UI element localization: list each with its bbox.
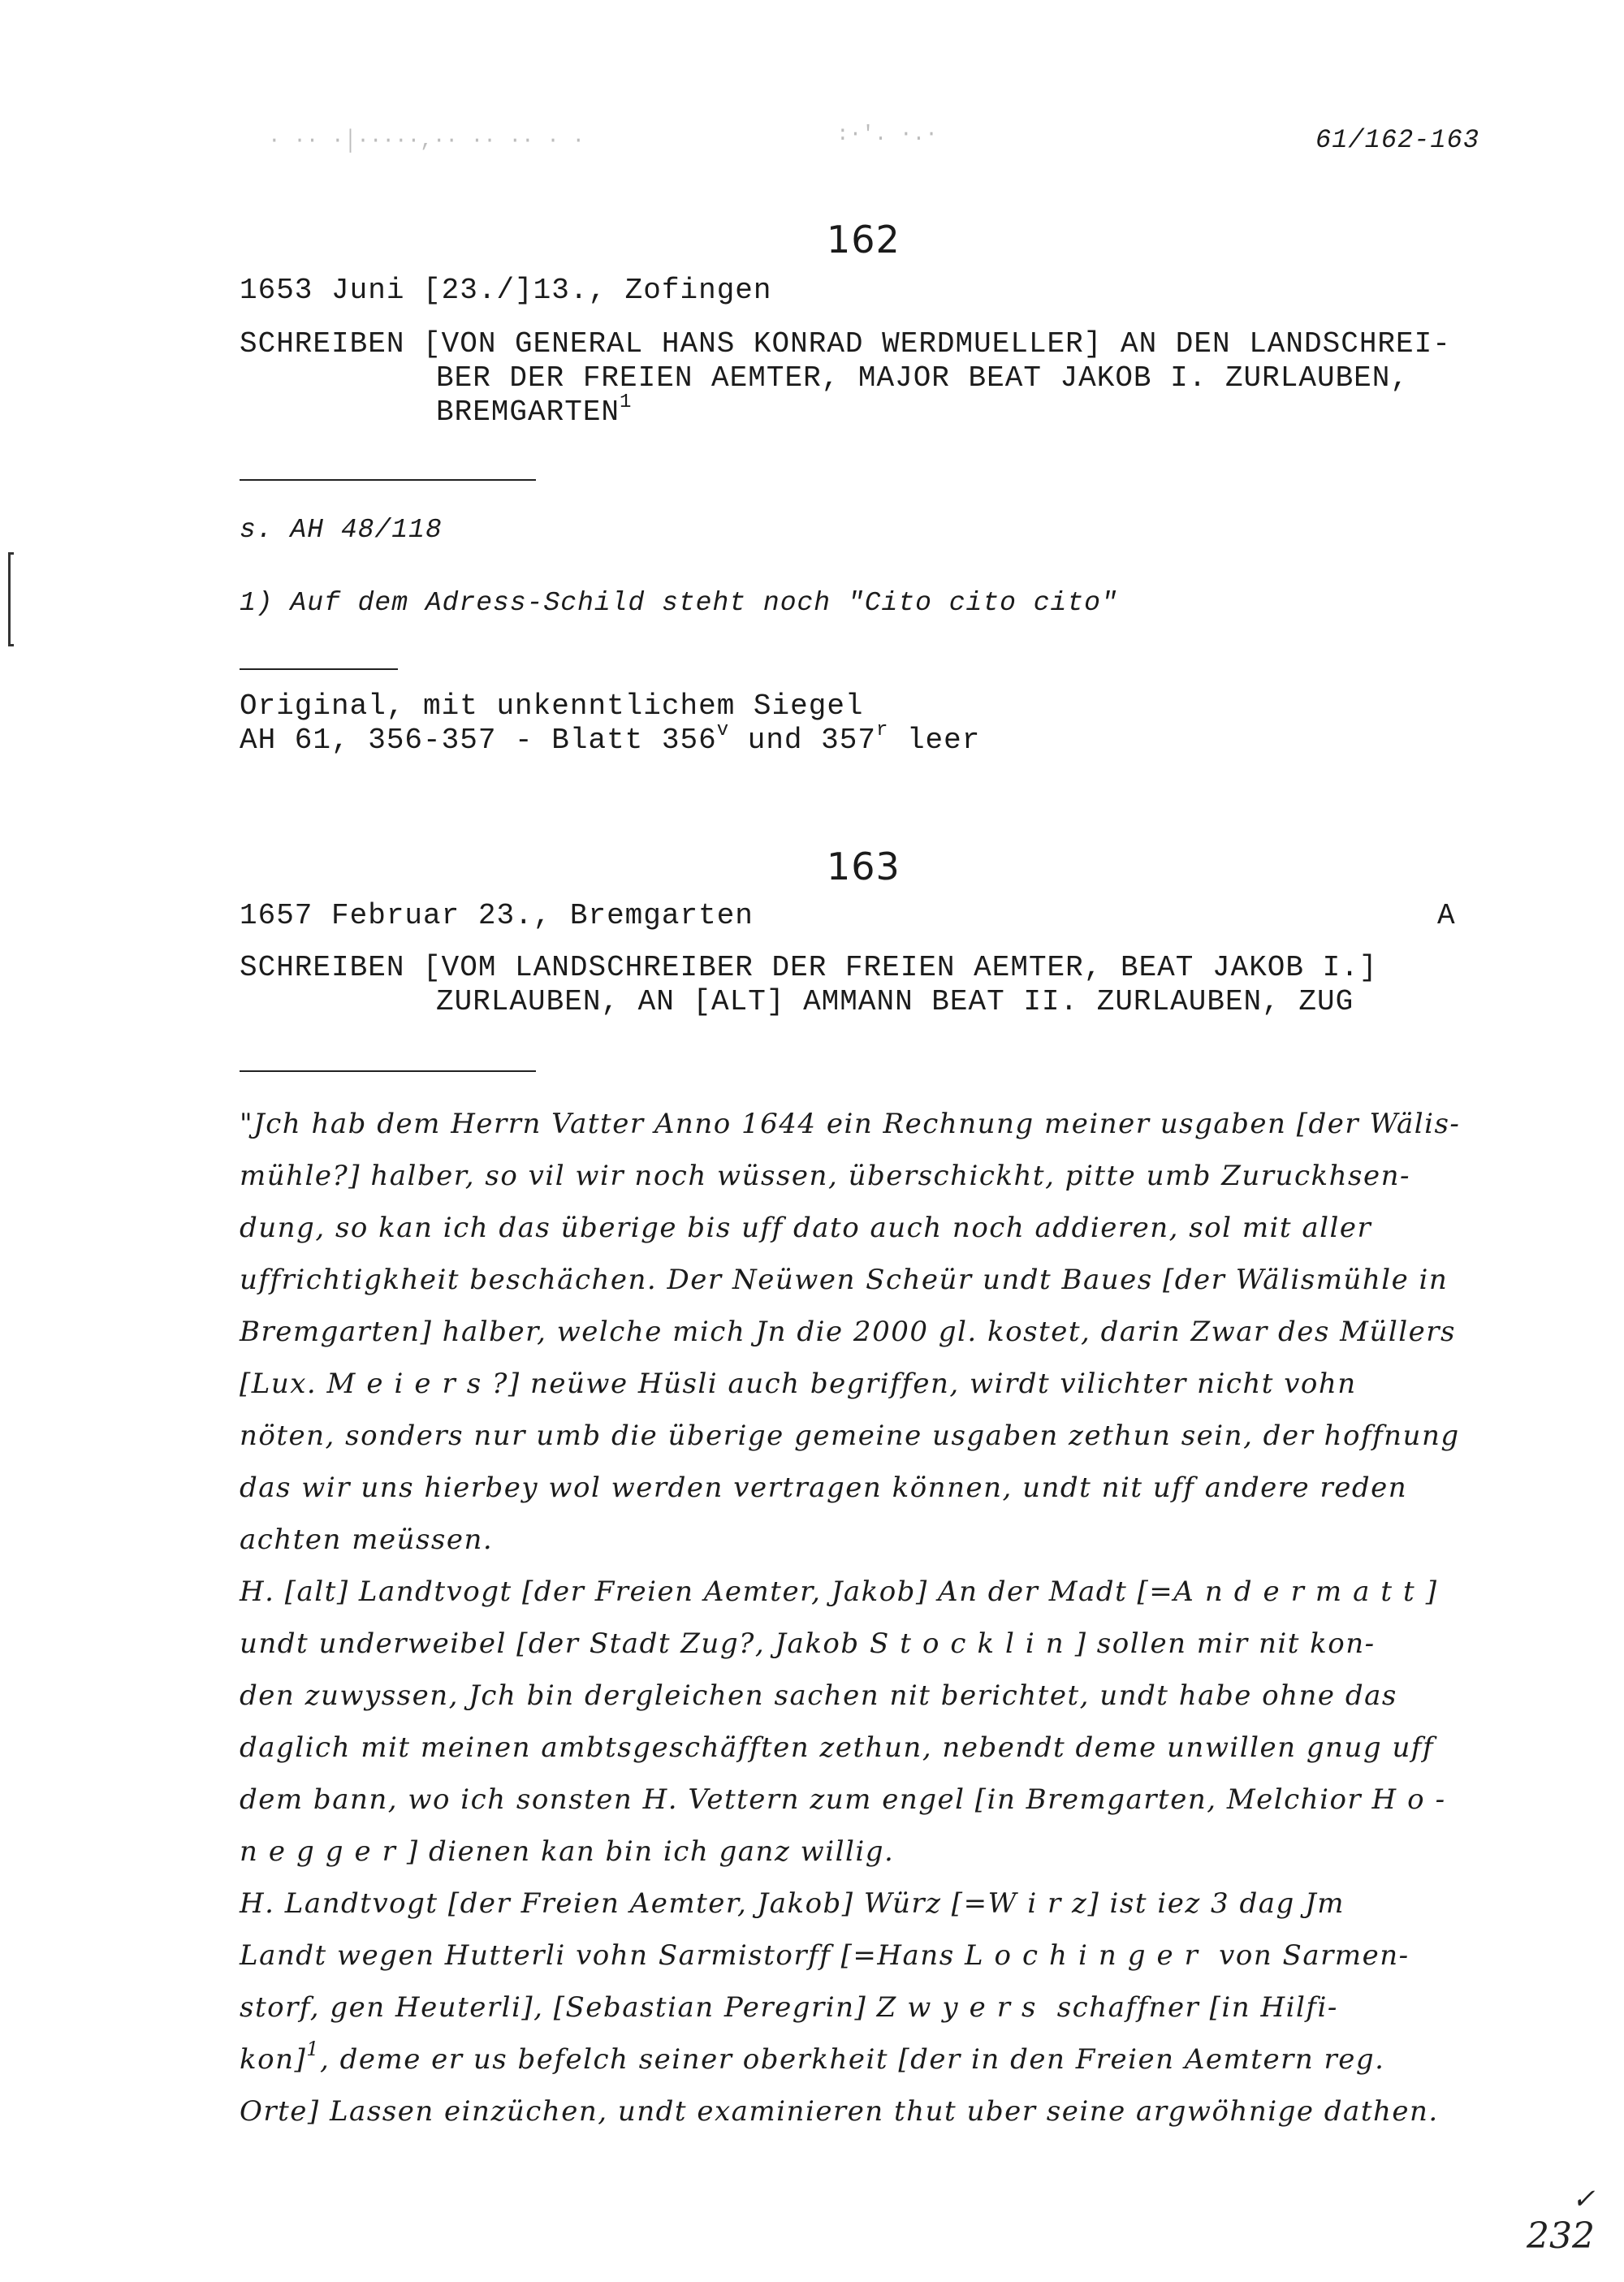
body-line: mühle?] halber, so vil wir noch wüssen, überschickht, pitte umb Zuruckhsen- [240,1160,1410,1192]
faint-header-mark: :·'. ·.· [836,122,938,146]
body-line: kon]$^1$, deme er us befelch seiner oberkheit [der in den Freien Aemtern reg. [240,2038,1385,2076]
spaced-name: Stocklin [869,1627,1075,1660]
body-line: achten meüssen. [240,1523,494,1556]
body-line: undt underweibel [der Stadt Zug?, Jakob Stocklin] sollen mir nit kon- [240,1627,1376,1660]
body-line: H. [alt] Landtvogt [der Freien Aemter, Jakob] An der Madt [=Andermatt] [240,1575,1438,1608]
doc162-date: 1653 Juni [23./]13., Zofingen [240,274,772,307]
body-line: dung, so kan ich das überige bis uff dato auch noch addieren, sol mit aller [240,1212,1372,1244]
doc163-title-line2: ZURLAUBEN, AN [ALT] AMMANN BEAT II. ZURLAUBEN, ZUG [436,985,1354,1018]
body-line: "Jch hab dem Herrn Vatter Anno 1644 ein Rechnung meiner usgaben [der Wälis- [240,1108,1461,1140]
footnote-rule [240,668,398,670]
doc163-marker: A [1437,899,1456,932]
section-rule [240,1070,536,1072]
body-line: dem bann, wo ich sonsten H. Vettern zum engel [in Bremgarten, Melchior Ho- [240,1783,1457,1816]
body-line: Landt wegen Hutterli vohn Sarmistorff [=Hans Lochinger von Sarmen- [240,1939,1410,1972]
body-line: den zuwyssen, Jch bin dergleichen sachen nit berichtet, undt habe ohne das [240,1679,1397,1712]
doc-number-162: 162 [827,218,901,261]
body-line: uffrichtigkheit beschächen. Der Neüwen Scheür undt Baues [der Wälismühle in [240,1264,1449,1296]
body-line: Bremgarten] halber, welche mich Jn die 2000 gl. kostet, darin Zwar des Müllers [240,1316,1456,1348]
doc-number-163: 163 [827,845,901,888]
footnote-marker: 1 [306,2038,321,2060]
body-line: daglich mit meinen ambtsgeschäfften zethun, nebendt deme unwillen gnug uff [240,1731,1435,1764]
doc162-title-line1: SCHREIBEN [VON GENERAL HANS KONRAD WERDMUELLER] AN DEN LANDSCHREI- [240,327,1451,361]
spaced-name: Lochinger [964,1939,1209,1972]
body-line: storf, gen Heuterli], [Sebastian Peregrin] Zwyers schaffner [in Hilfi- [240,1991,1338,2024]
doc162-source-line1: Original, mit unkenntlichem Siegel [240,689,864,723]
scan-edge-bracket [8,552,14,646]
spaced-name: Andermatt [1173,1575,1426,1608]
archive-reference: 61/162-163 [1315,125,1480,155]
spaced-name: Meiers [326,1368,493,1400]
doc162-title-line2: BER DER FREIEN AEMTER, MAJOR BEAT JAKOB I. ZURLAUBEN, [436,361,1409,395]
check-mark-icon: ✓ [1572,2183,1596,2215]
spaced-name: negger [240,1835,407,1868]
doc162-source-line2: AH 61, 356-357 - Blatt 356$^v$ und 357$^r$ leer [240,720,981,757]
handwritten-page-number: 232 [1527,2215,1595,2257]
body-line: das wir uns hierbey wol werden vertragen können, undt nit uff andere reden [240,1472,1408,1504]
section-rule [240,479,536,481]
doc162-footnote: 1) Auf dem Adress-Schild steht noch "Cito cito cito" [240,588,1118,618]
body-line: Orte] Lassen einzüchen, undt examinieren thut uber seine argwöhnige dathen. [240,2095,1439,2128]
footnote-marker: 1 [620,391,633,413]
spaced-name: Zwyers [876,1991,1047,2024]
doc163-title-line1: SCHREIBEN [VOM LANDSCHREIBER DER FREIEN AEMTER, BEAT JAKOB I.] [240,951,1378,984]
spaced-name: Ho- [1371,1783,1457,1816]
doc162-title-line3: BREMGARTEN$^1$ [436,391,633,429]
body-line: negger] dienen kan bin ich ganz willig. [240,1835,895,1868]
body-line: H. Landtvogt [der Freien Aemter, Jakob] Würz [=W i r z] ist iez 3 dag Jm [240,1887,1345,1920]
body-line: nöten, sonders nur umb die überige gemeine usgaben zethun sein, der hoffnung [240,1420,1460,1452]
doc163-date: 1657 Februar 23., Bremgarten [240,899,754,932]
doc162-reference: s. AH 48/118 [240,515,443,545]
faint-header-text: · ·· ·│·····,·· ·· ·· · · [268,128,585,153]
body-line: [Lux. Meiers?] neüwe Hüsli auch begriffen, wirdt vilichter nicht vohn [240,1368,1357,1400]
